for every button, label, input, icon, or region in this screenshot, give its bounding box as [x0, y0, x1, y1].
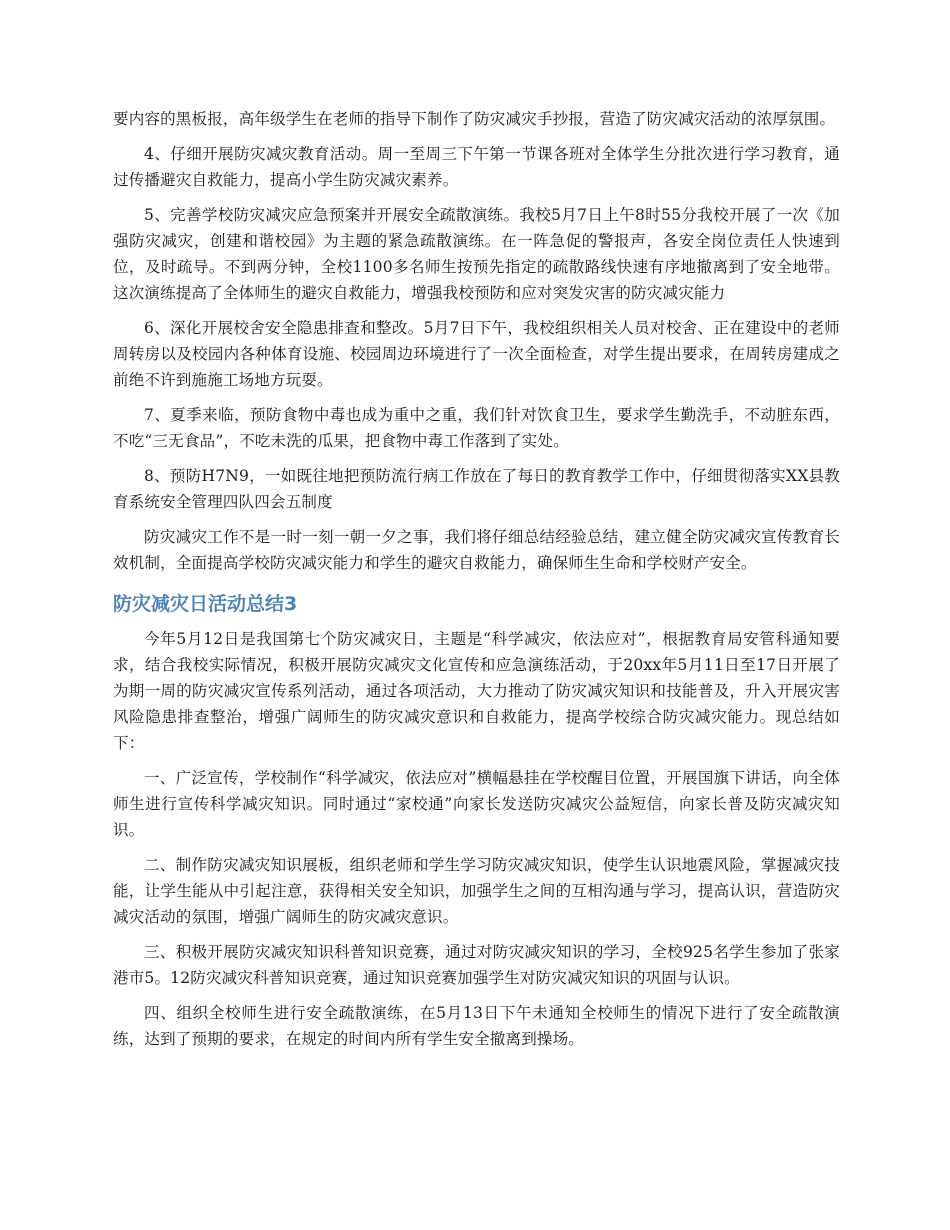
- paragraph-point-2: 二、制作防灾减灾知识展板，组织老师和学生学习防灾减灾知识，使学生认识地震风险，掌握减灾技能，让学生能从中引起注意，获得相关安全知识，加强学生之间的互相沟通与学习，提高认识，营造防灾减灾活动的氛围，增强广阔师生的防灾减灾意识。: [113, 856, 840, 926]
- section-heading: 防灾减灾日活动总结3: [113, 593, 298, 615]
- paragraph-continued: 要内容的黑板报，高年级学生在老师的指导下制作了防灾减灾手抄报，营造了防灾减灾活动的浓厚氛围。: [113, 110, 836, 128]
- paragraph-item-7: 7、夏季来临，预防食物中毒也成为重中之重，我们针对饮食卫生，要求学生勤洗手，不动脏东西，不吃“三无食品”，不吃未洗的瓜果，把食物中毒工作落到了实处。: [113, 406, 840, 450]
- paragraph-item-6: 6、深化开展校舍安全隐患排查和整改。5月7日下午，我校组织相关人员对校舍、正在建设中的老师周转房以及校园内各种体育设施、校园周边环境进行了一次全面检查，对学生提出要求，在周转房建成之前绝不许到施施工场地方玩耍。: [113, 319, 840, 389]
- paragraph-conclusion: 防灾减灾工作不是一时一刻一朝一夕之事，我们将仔细总结经验总结，建立健全防灾减灾宣传教育长效机制，全面提高学校防灾减灾能力和学生的避灾自救能力，确保师生生命和学校财产安全。: [113, 528, 840, 572]
- paragraph-intro: 今年5月12日是我国第七个防灾减灾日，主题是“科学减灾，依法应对”，根据教育局安管科通知要求，结合我校实际情况，积极开展防灾减灾文化宣传和应急演练活动，于20xx年5月11日至17日开展了为期一周的防灾减灾宣传系列活动，通过各项活动，大力推动了防灾减灾知识和技能普及，升入开展灾害风险隐患排查整治，增强广阔师生的防灾减灾意识和自救能力，提高学校综合防灾减灾能力。现总结如下：: [113, 630, 840, 752]
- paragraph-point-3: 三、积极开展防灾减灾知识科普知识竞赛，通过对防灾减灾知识的学习，全校925名学生参加了张家港市5。12防灾减灾科普知识竞赛，通过知识竞赛加强学生对防灾减灾知识的巩固与认识。: [113, 943, 840, 987]
- document-page: [113, 106, 840, 1061]
- paragraph-item-8: 8、预防H7N9，一如既往地把预防流行病工作放在了每日的教育教学工作中，仔细贯彻落实XX县教育系统安全管理四队四会五制度: [113, 467, 840, 511]
- paragraph-point-1: 一、广泛宣传，学校制作“科学减灾，依法应对”横幅悬挂在学校醒目位置，开展国旗下讲话，向全体师生进行宣传科学减灾知识。同时通过“家校通”向家长发送防灾减灾公益短信，向家长普及防灾减灾知识。: [113, 769, 840, 839]
- paragraph-item-4: 4、仔细开展防灾减灾教育活动。周一至周三下午第一节课各班对全体学生分批次进行学习教育，通过传播避灾自救能力，提高小学生防灾减灾素养。: [113, 145, 840, 189]
- paragraph-point-4: 四、组织全校师生进行安全疏散演练，在5月13日下午未通知全校师生的情况下进行了安全疏散演练，达到了预期的要求，在规定的时间内所有学生安全撤离到操场。: [113, 1004, 840, 1048]
- paragraph-item-5: 5、完善学校防灾减灾应急预案并开展安全疏散演练。我校5月7日上午8时55分我校开展了一次《加强防灾减灾，创建和谐校园》为主题的紧急疏散演练。在一阵急促的警报声，各安全岗位责任人快速到位，及时疏导。不到两分钟，全校1100多名师生按预先指定的疏散路线快速有序地撤离到了安全地带。这次演练提高了全体师生的避灾自救能力，增强我校预防和应对突发灾害的防灾减灾能力: [113, 206, 840, 302]
